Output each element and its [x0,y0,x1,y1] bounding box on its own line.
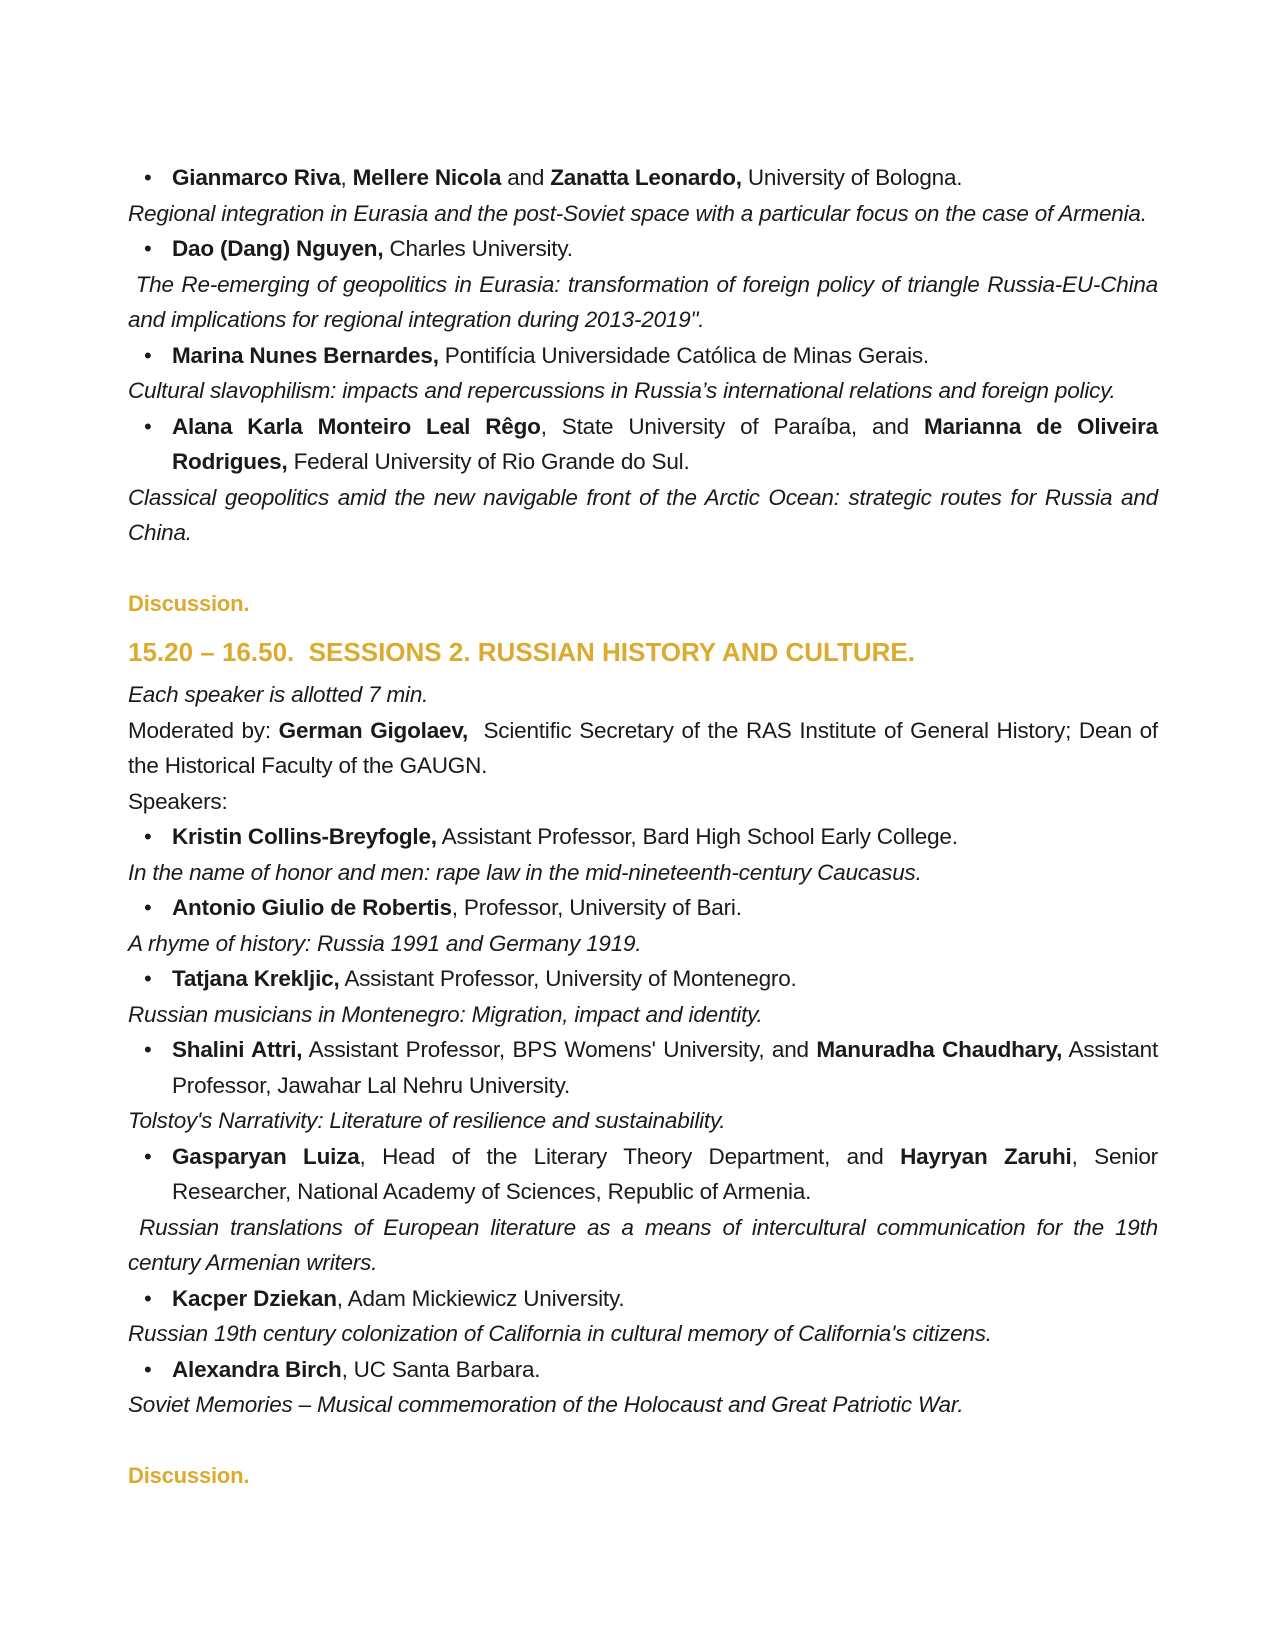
talk-title: Cultural slavophilism: impacts and repercussions in Russia’s international relations and foreign policy. [128,378,1116,403]
speaker-name: Kristin Collins-Breyfogle, [172,824,437,849]
speaker-name: Marina Nunes Bernardes, [172,342,439,368]
speaker-line [128,1032,1158,1103]
moderator-name: German Gigolaev, [278,717,469,743]
discussion-label: Discussion. [128,590,250,616]
speaker-name: Manuradha Chaudhary, [816,1037,1063,1062]
speaker-affiliation: Assistant Professor, Bard High School Early College. [436,824,958,849]
speaker-affiliation: , Professor, University of Bari. [451,895,742,920]
talk-title: Regional integration in Eurasia and the post-Soviet space with a particular focus on the case of Armenia. [128,200,1147,226]
speaker-entry [128,890,1158,961]
session1-speaker-list [128,160,1165,551]
allotted-note: Each speaker is allotted 7 min. [128,682,429,707]
speaker-name: Zanatta Leonardo, [550,165,742,190]
talk-title: Tolstoy's Narrativity: Literature of resilience and sustainability. [128,1108,726,1133]
speaker-name: Kacper Dziekan [172,1285,337,1311]
speaker-affiliation: Assistant Professor, Jawahar Lal Nehru University. [172,1037,1159,1098]
speaker-affiliation: University of Bologna. [741,165,963,190]
speaker-line [128,1139,1158,1210]
speaker-name: Antonio Giulio de Robertis [172,895,452,920]
moderator-prefix: Moderated by: [128,717,279,743]
talk-title: Russian musicians in Montenegro: Migration, impact and identity. [128,1001,763,1027]
speaker-name: Tatjana Krekljic, [172,966,340,991]
moderator-line [128,713,1165,784]
talk-title: Russian translations of European literature as a means of intercultural communication for the 19th century Armenian writers. [128,1214,1165,1275]
talk-title: Russian 19th century colonization of California in cultural memory of California's citizens. [128,1321,992,1346]
speaker-entry [128,1032,1158,1139]
talk-title: Soviet Memories – Musical commemoration of the Holocaust and Great Patriotic War. [128,1392,964,1417]
speaker-entry [128,231,1165,338]
speaker-entry [128,1352,1158,1423]
speaker-affiliation: , Head of the Literary Theory Department, and [359,1143,901,1169]
speaker-affiliation: Pontifícia Universidade Católica de Minas Gerais. [438,342,929,368]
speaker-entry [128,961,1158,1032]
talk-title: A rhyme of history: Russia 1991 and Germany 1919. [128,930,642,956]
speaker-name: Shalini Attri, [172,1037,303,1062]
speaker-entry [128,338,1158,409]
speaker-affiliation: , Senior Researcher, National Academy of Sciences, Republic of Armenia. [172,1143,1158,1204]
speaker-name: Gianmarco Riva [172,165,341,190]
speaker-line [128,338,1158,374]
talk-title: Classical geopolitics amid the new navigable front of the Arctic Ocean: strategic routes for Russia and China. [128,484,1158,545]
speaker-affiliation: , State University of Paraíba, and [540,413,924,439]
speaker-name: Alexandra Birch [172,1356,342,1382]
session2-speaker-list [128,819,1165,1423]
speaker-affiliation: Federal University of Rio Grande do Sul. [287,449,690,474]
speaker-affiliation: Assistant Professor, BPS Womens' University, and [302,1037,817,1062]
speaker-line [128,160,1158,196]
speaker-entry [128,1139,1165,1281]
speaker-entry [128,160,1158,231]
speaker-line [128,1352,1158,1388]
speaker-affiliation: , UC Santa Barbara. [341,1356,541,1382]
speaker-line [128,231,1158,267]
speaker-affiliation: Assistant Professor, University of Montenegro. [339,966,797,991]
speakers-label: Speakers: [128,788,228,814]
speaker-entry [128,409,1158,551]
speaker-entry [128,819,1158,890]
speaker-name: Dao (Dang) Nguyen, [172,236,384,261]
speaker-text: and [501,165,551,190]
speaker-name: Gasparyan Luiza [172,1143,360,1169]
speaker-name: Alana Karla Monteiro Leal Rêgo [172,413,541,439]
talk-title: In the name of honor and men: rape law in the mid-nineteenth-century Caucasus. [128,859,922,885]
speaker-entry [128,1281,1158,1352]
speaker-line [128,890,1158,926]
speaker-name: Hayryan Zaruhi [900,1143,1072,1169]
talk-title: The Re-emerging of geopolitics in Eurasia: transformation of foreign policy of triangle Russia-EU-China and implications for regional integration during 2013-2019". [128,271,1165,332]
session-heading: 15.20 – 16.50. SESSIONS 2. RUSSIAN HISTORY AND CULTURE. [128,637,915,667]
speaker-text: , [340,165,353,190]
page-content [128,160,1165,1493]
speaker-line [128,819,1158,855]
discussion-label: Discussion. [128,1462,250,1488]
speaker-name: Marianna de Oliveira Rodrigues, [172,413,1158,474]
speaker-affiliation: , Adam Mickiewicz University. [336,1285,625,1311]
speaker-line [128,1281,1158,1317]
speaker-line [128,961,1158,997]
moderator-role: Scientific Secretary of the RAS Institute of General History; Dean of the Historical Faculty of the GAUGN. [128,717,1165,778]
speaker-affiliation: Charles University. [383,236,573,261]
speaker-name: Mellere Nicola [352,165,502,190]
speaker-line [128,409,1158,480]
